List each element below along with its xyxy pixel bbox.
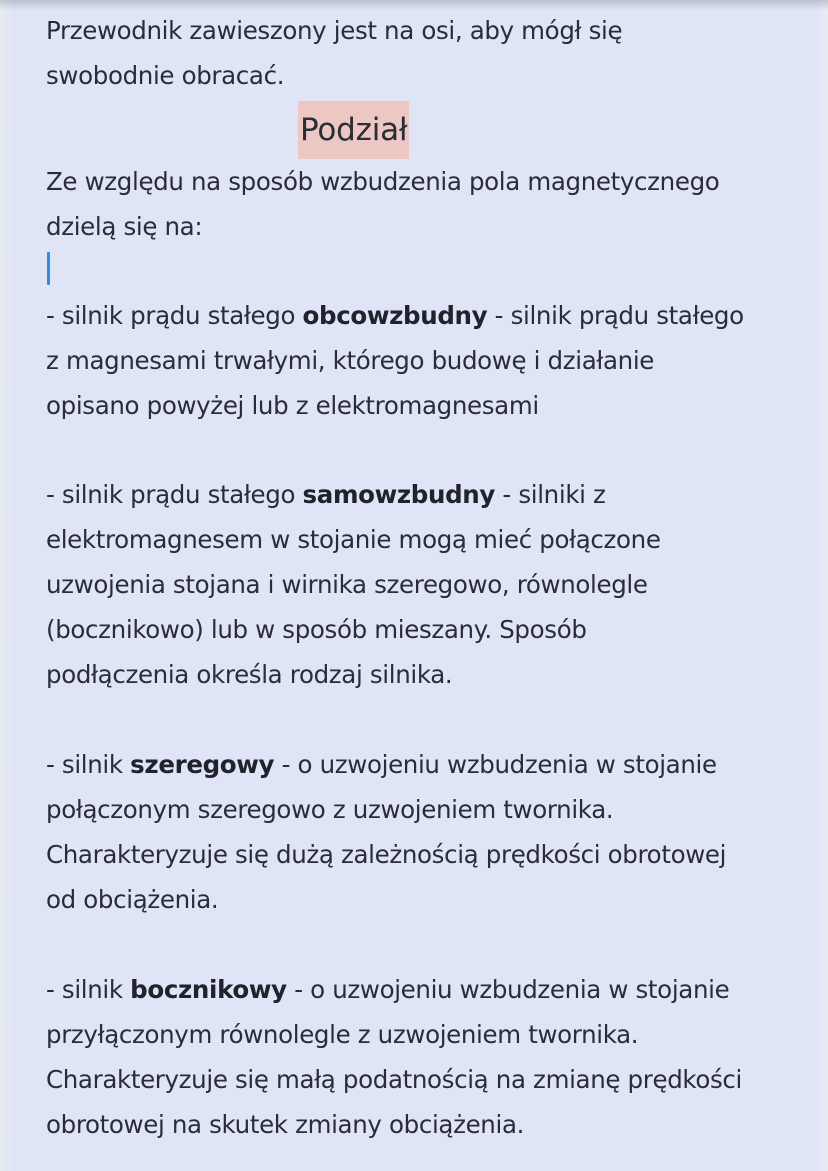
item-obcowzbudny-line-3: opisano powyżej lub z elektromagnesami: [46, 391, 539, 420]
item-samowzbudny-line-4: (bocznikowo) lub w sposób mieszany. Sposób: [46, 615, 587, 644]
item-suffix: - silniki z: [494, 480, 606, 509]
item-bocznikowy-line-3: Charakteryzuje się małą podatnością na zmianę prędkości: [46, 1065, 742, 1094]
item-suffix: - o uzwojeniu wzbudzenia w stojanie: [274, 750, 717, 779]
item-term: szeregowy: [130, 750, 275, 779]
item-obcowzbudny-line-2: z magnesami trwałymi, którego budowę i działanie: [46, 346, 655, 375]
item-suffix: - o uzwojeniu wzbudzenia w stojanie: [286, 975, 730, 1004]
item-prefix: - silnik: [46, 975, 131, 1004]
item-szeregowy-line-1: [46, 742, 796, 787]
item-samowzbudny-line-5: podłączenia określa rodzaj silnika.: [46, 660, 453, 689]
item-obcowzbudny-line-1: [46, 293, 796, 338]
item-term: obcowzbudny: [302, 301, 488, 330]
item-bocznikowy-line-4: obrotowej na skutek zmiany obciążenia.: [46, 1110, 525, 1139]
item-samowzbudny-line-2: elektromagnesem w stojanie mogą mieć połączone: [46, 525, 661, 554]
lead-line-1: Ze względu na sposób wzbudzenia pola magnetycznego: [46, 167, 720, 196]
lead-line-2: dzielą się na:: [46, 212, 203, 241]
item-samowzbudny-line-3: uzwojenia stojana i wirnika szeregowo, równolegle: [46, 570, 648, 599]
item-szeregowy-line-2: połączonym szeregowo z uzwojeniem twornika.: [46, 795, 614, 824]
item-bocznikowy-line-2: przyłączonym równolegle z uzwojeniem twornika.: [46, 1020, 639, 1049]
item-term: bocznikowy: [130, 975, 287, 1004]
intro-line-2: swobodnie obracać.: [46, 61, 285, 90]
item-samowzbudny-line-1: [46, 472, 796, 517]
item-prefix: - silnik: [46, 750, 131, 779]
text-cursor[interactable]: [47, 252, 50, 285]
intro-line-1: Przewodnik zawieszony jest na osi, aby mógł się: [46, 16, 623, 45]
item-term: samowzbudny: [302, 480, 495, 509]
item-szeregowy-line-3: Charakteryzuje się dużą zależnością prędkości obrotowej: [46, 840, 727, 869]
item-szeregowy-line-4: od obciążenia.: [46, 885, 219, 914]
item-bocznikowy-line-1: [46, 967, 796, 1012]
item-prefix: - silnik prądu stałego: [46, 480, 303, 509]
item-suffix: - silnik prądu stałego: [487, 301, 744, 330]
section-heading: Podział: [298, 101, 409, 159]
item-prefix: - silnik prądu stałego: [46, 301, 303, 330]
